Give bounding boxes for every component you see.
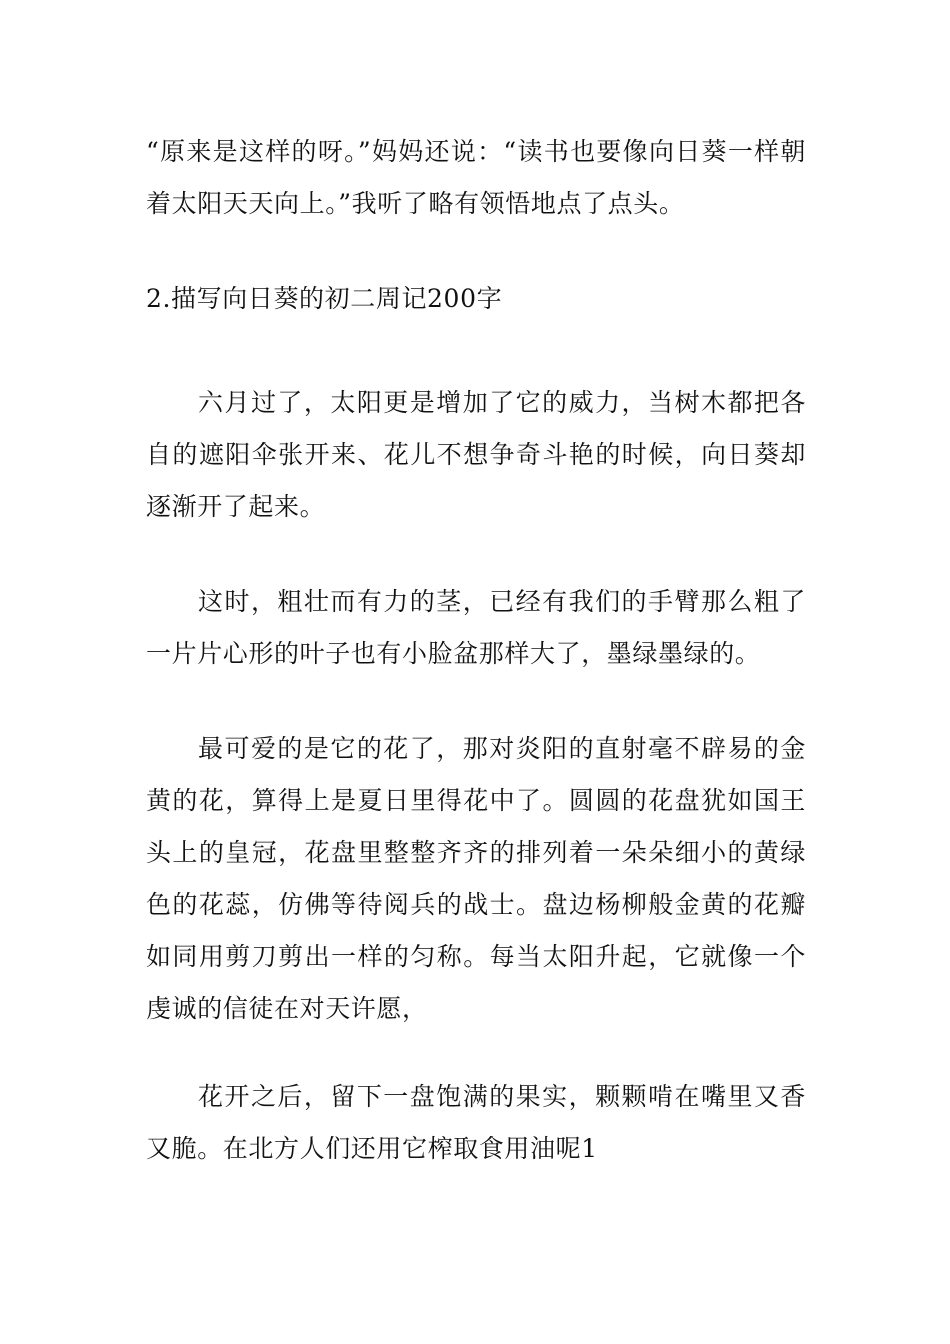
paragraph-june: 六月过了，太阳更是增加了它的威力，当树木都把各自的遮阳伞张开来、花儿不想争奇斗艳的时候，向日葵却逐渐开了起来。	[146, 388, 806, 521]
paragraph-mother-quote: “原来是这样的呀。”妈妈还说：“读书也要像向日葵一样朝着太阳天天向上。”我听了略有领悟地点了点头。	[146, 137, 806, 218]
paragraph-flower: 最可爱的是它的花了，那对炎阳的直射毫不辟易的金黄的花，算得上是夏日里得花中了。圆圆的花盘犹如国王头上的皇冠，花盘里整整齐齐的排列着一朵朵细小的黄绿色的花蕊，仿佛等待阅兵的战士。盘边杨柳般金黄的花瓣如同用剪刀剪出一样的匀称。每当太阳升起，它就像一个虔诚的信徒在对天许愿，	[146, 734, 806, 1023]
section-heading: 2.描写向日葵的初二周记200字	[146, 284, 503, 313]
paragraph-stem-leaves: 这时，粗壮而有力的茎，已经有我们的手臂那么粗了一片片心形的叶子也有小脸盆那样大了，墨绿墨绿的。	[146, 587, 806, 668]
paragraph-seeds: 花开之后，留下一盘饱满的果实，颗颗啃在嘴里又香又脆。在北方人们还用它榨取食用油呢1	[146, 1082, 806, 1163]
